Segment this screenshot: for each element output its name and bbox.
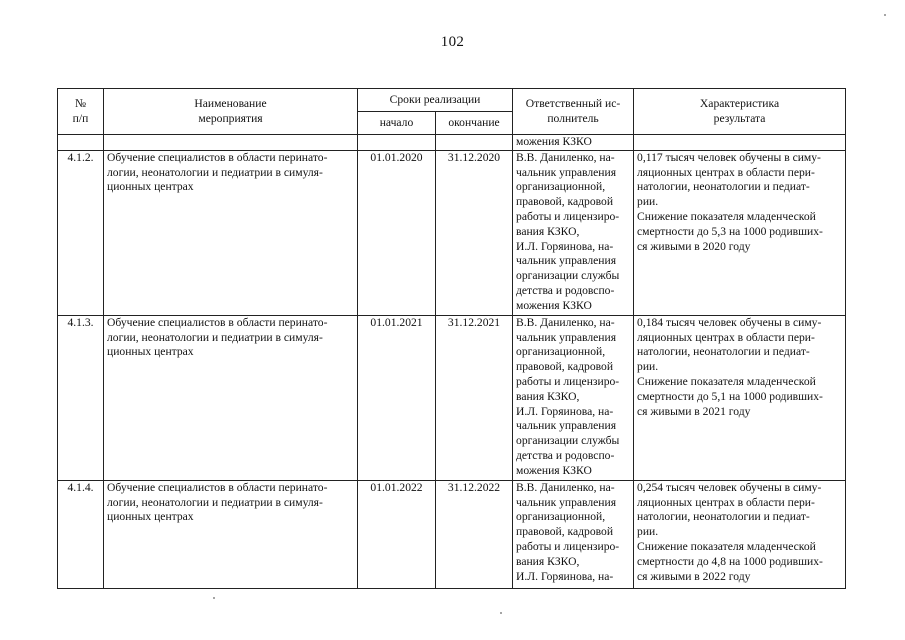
header-responsible: Ответственный ис- полнитель (513, 89, 634, 135)
cell-responsible: можения КЗКО (513, 135, 634, 151)
cell-number: 4.1.4. (58, 480, 104, 588)
cell-name: Обучение специалистов в области перинато- логии, неонатологии и педиатрии в симуля- ционных центрах (104, 315, 358, 480)
table-row-continuation (58, 135, 846, 151)
table-row (58, 315, 846, 480)
cell-start: 01.01.2021 (358, 315, 436, 480)
cell-start: 01.01.2022 (358, 480, 436, 588)
cell-end: 31.12.2021 (436, 315, 513, 480)
header-number: № п/п (58, 89, 104, 135)
cell-end: 31.12.2020 (436, 150, 513, 315)
cell-result: 0,254 тысяч человек обучены в симу- ляционных центрах в области пери- натологии, неонатологии и педиат- рии. Снижение показателя младенческой смертности до 4,8 на 1000 родивших- ся живыми в 2022 году (634, 480, 846, 588)
cell-number (58, 135, 104, 151)
header-name: Наименование мероприятия (104, 89, 358, 135)
cell-name (104, 135, 358, 151)
cell-responsible: В.В. Даниленко, на- чальник управления организационной, правовой, кадровой работы и лицензиро- вания КЗКО, И.Л. Горяинова, на- чальник управления организации службы детства и родовспо- можения КЗКО (513, 315, 634, 480)
page-number: 102 (440, 34, 465, 50)
scan-speck (500, 612, 502, 614)
table-row (58, 480, 846, 588)
cell-result (634, 135, 846, 151)
header-terms: Сроки реализации (358, 89, 513, 112)
cell-result: 0,117 тысяч человек обучены в симу- ляционных центрах в области пери- натологии, неонатологии и педиат- рии. Снижение показателя младенческой смертности до 5,3 на 1000 родивших- ся живыми в 2020 году (634, 150, 846, 315)
cell-name: Обучение специалистов в области перинато- логии, неонатологии и педиатрии в симуля- ционных центрах (104, 150, 358, 315)
cell-responsible: В.В. Даниленко, на- чальник управления организационной, правовой, кадровой работы и лицензиро- вания КЗКО, И.Л. Горяинова, на- (513, 480, 634, 588)
cell-end (436, 135, 513, 151)
header-start: начало (358, 112, 436, 135)
cell-result: 0,184 тысяч человек обучены в симу- ляционных центрах в области пери- натологии, неонатологии и педиат- рии. Снижение показателя младенческой смертности до 5,1 на 1000 родивших- ся живыми в 2021 году (634, 315, 846, 480)
header-end: окончание (436, 112, 513, 135)
cell-responsible: В.В. Даниленко, на- чальник управления организационной, правовой, кадровой работы и лицензиро- вания КЗКО, И.Л. Горяинова, на- чальник управления организации службы детства и родовспо- можения КЗКО (513, 150, 634, 315)
table-row (58, 150, 846, 315)
plan-table (57, 88, 846, 589)
scan-speck (213, 597, 215, 599)
cell-number: 4.1.3. (58, 315, 104, 480)
scan-speck (884, 14, 886, 16)
cell-number: 4.1.2. (58, 150, 104, 315)
header-result: Характеристика результата (634, 89, 846, 135)
cell-name: Обучение специалистов в области перинато- логии, неонатологии и педиатрии в симуля- ционных центрах (104, 480, 358, 588)
cell-start: 01.01.2020 (358, 150, 436, 315)
cell-start (358, 135, 436, 151)
cell-end: 31.12.2022 (436, 480, 513, 588)
